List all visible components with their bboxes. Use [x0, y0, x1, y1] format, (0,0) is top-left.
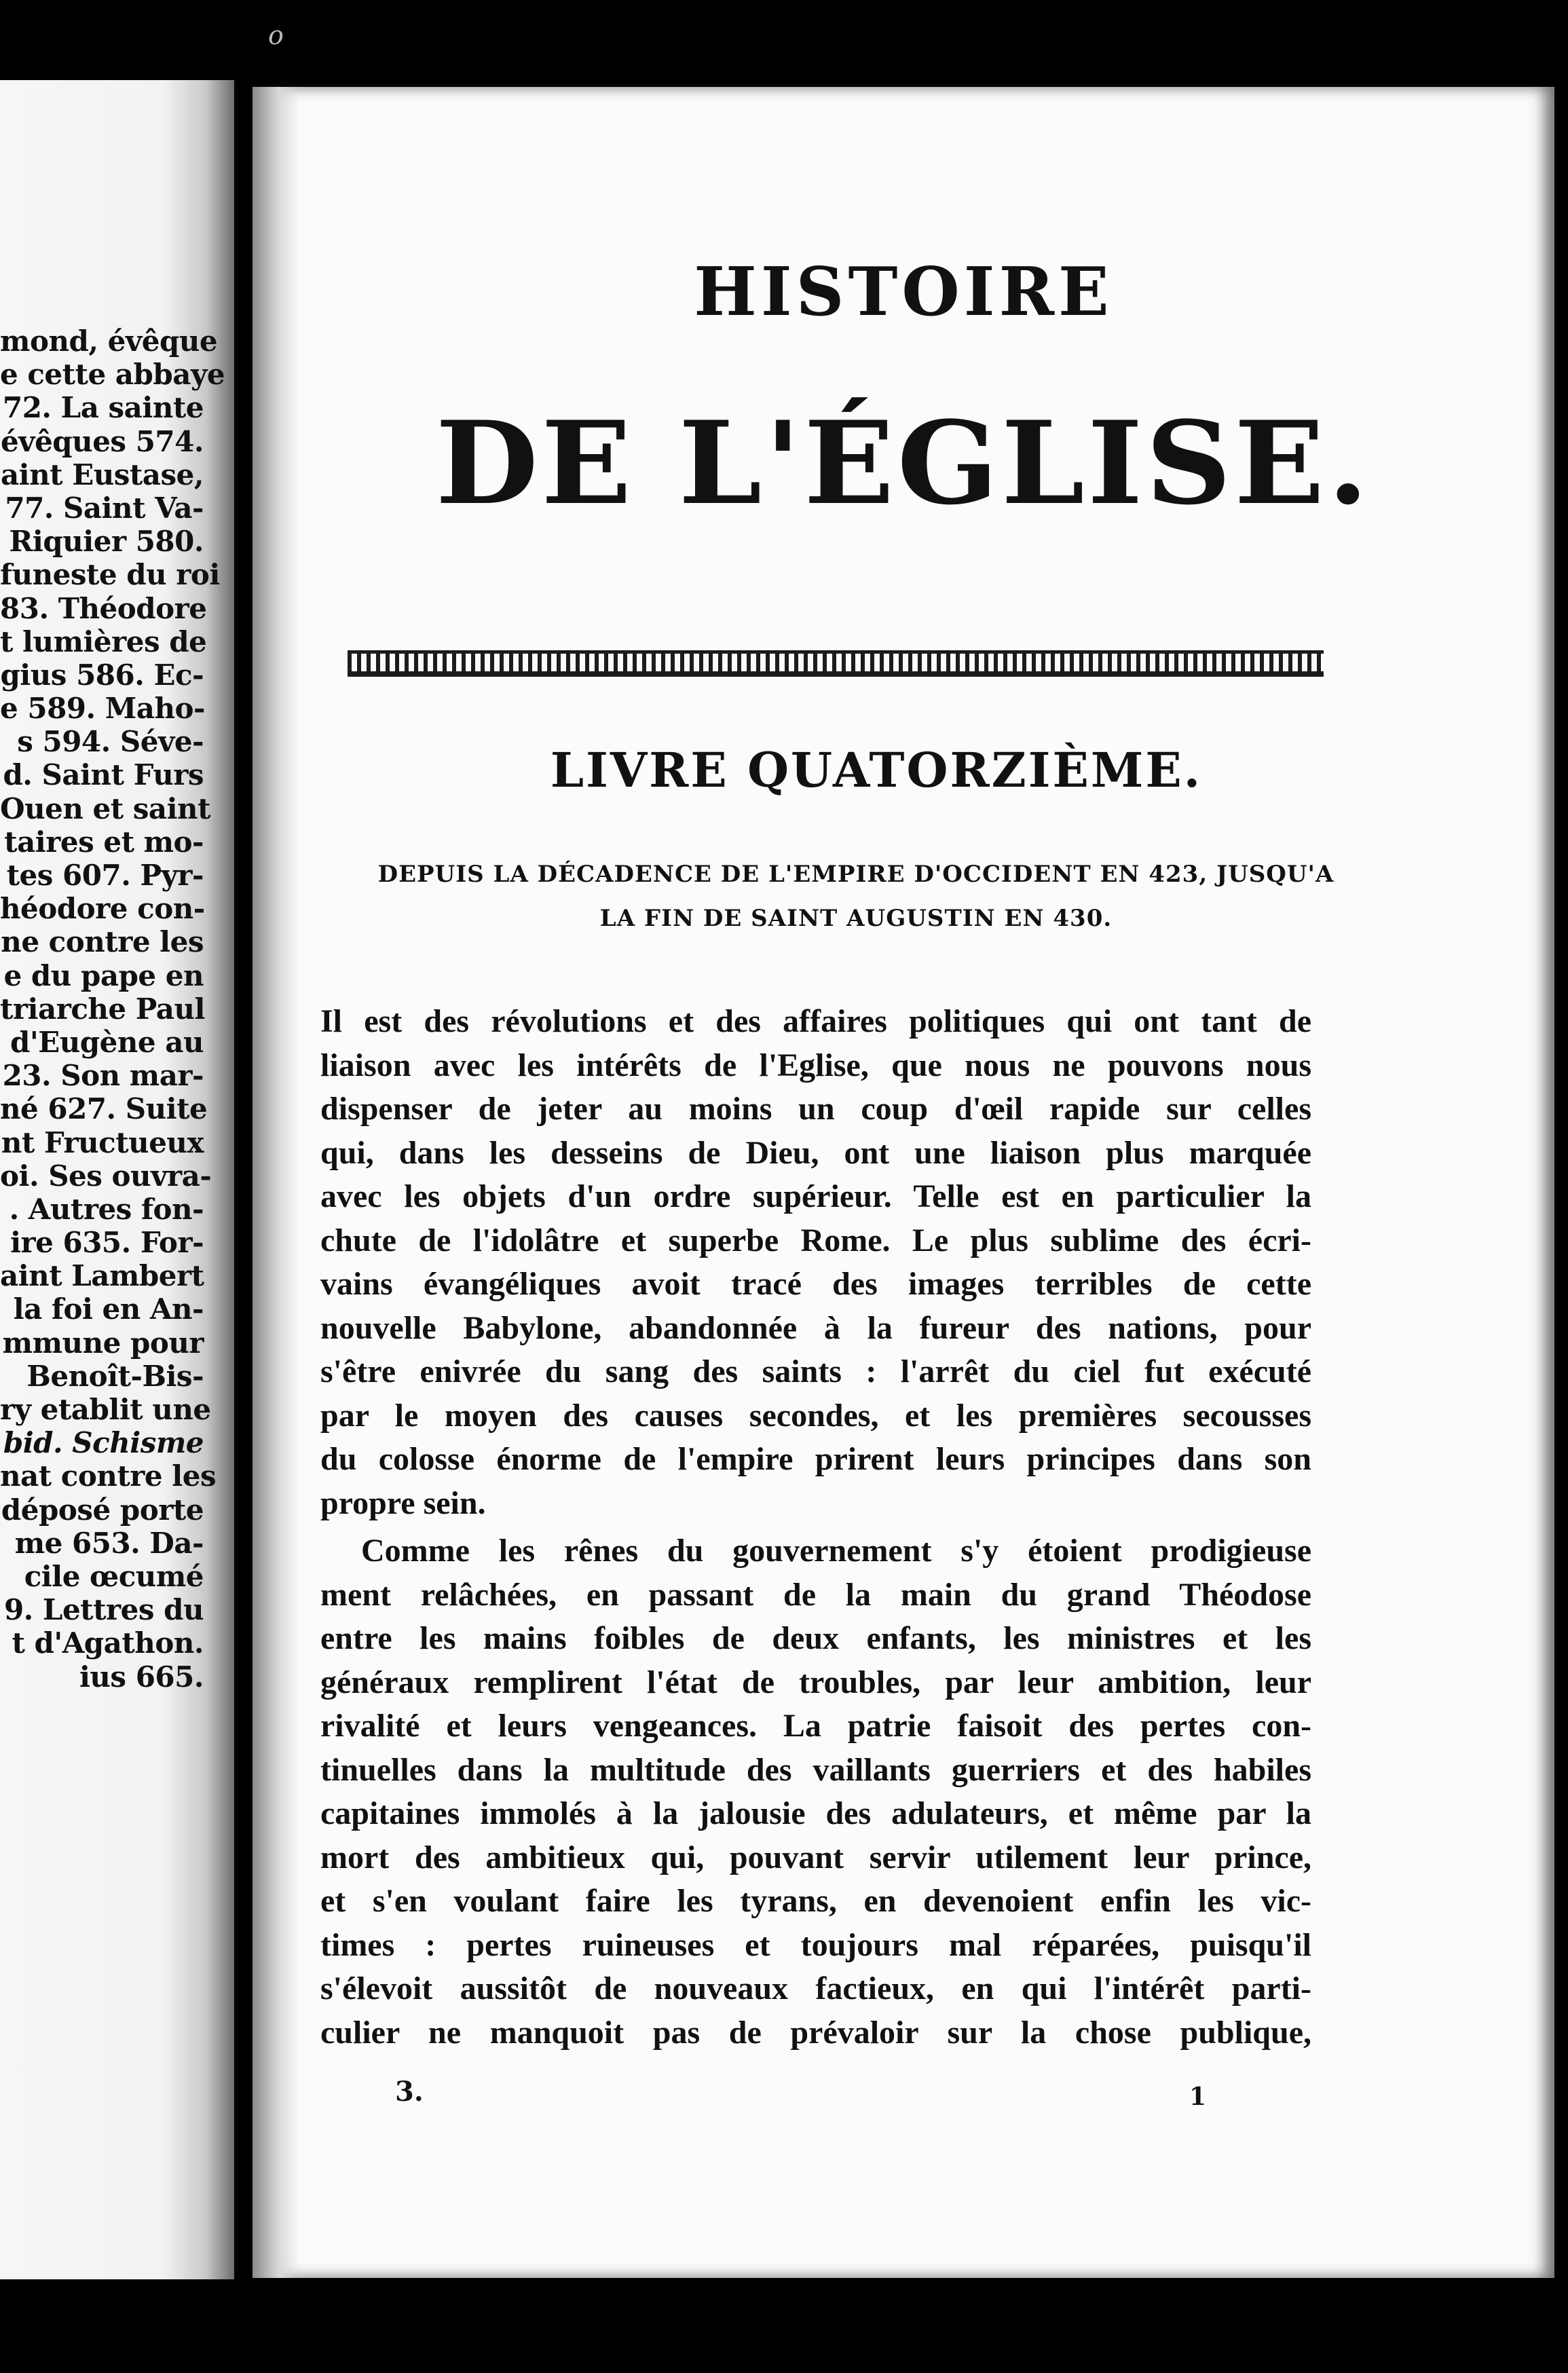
text-line: et s'en voulant faire les tyrans, en devenoient enfin les vic- — [320, 1883, 1311, 1919]
text-line: tinuelles dans la multitude des vaillants guerriers et des habiles — [320, 1751, 1311, 1788]
margin-line: né 627. Suite — [0, 1092, 208, 1126]
text-line: culier ne manquoit pas de prévaloir sur la chose publique, — [320, 2014, 1311, 2051]
text-line: capitaines immolés à la jalousie des adulateurs, et même par la — [320, 1795, 1311, 1831]
title-line-2: DE L'ÉGLISE. — [435, 396, 1372, 530]
margin-line: t lumières de — [0, 624, 207, 658]
margin-line: bid. Schisme — [3, 1426, 204, 1460]
margin-line: aint Lambert — [0, 1259, 204, 1293]
text-line: vains évangéliques avoit tracé des images terribles de cette — [320, 1266, 1311, 1302]
margin-line: nat contre les — [0, 1459, 217, 1493]
margin-line: d. Saint Furs — [3, 758, 204, 792]
title-line-1: HISTOIRE — [694, 253, 1113, 331]
text-line: avec les objets d'un ordre supérieur. Telle est en particulier la — [320, 1178, 1311, 1214]
margin-line: déposé porte — [1, 1493, 204, 1527]
text-line: par le moyen des causes secondes, et les premières secousses — [320, 1397, 1311, 1434]
margin-line: nt Fructueux — [1, 1125, 204, 1159]
text-line: Comme les rênes du gouvernement s'y étoient prodigieuse — [361, 1533, 1311, 1569]
text-line: times : pertes ruineuses et toujours mal réparées, puisqu'il — [320, 1926, 1311, 1963]
text-line: chute de l'idolâtre et superbe Rome. Le plus sublime des écri- — [320, 1222, 1311, 1258]
margin-line: la foi en An- — [13, 1292, 204, 1326]
margin-line: héodore con- — [0, 892, 205, 926]
margin-line: aint Eustase, — [0, 457, 204, 491]
subtitle-line-1: DEPUIS LA DÉCADENCE DE L'EMPIRE D'OCCIDENT EN 423, JUSQU'A — [377, 861, 1334, 888]
margin-line: 9. Lettres du — [3, 1593, 204, 1627]
margin-line: oi. Ses ouvra- — [0, 1159, 212, 1193]
text-line: rivalité et leurs vengeances. La patrie faisoit des pertes con- — [320, 1708, 1311, 1744]
margin-line: cile œcumé — [24, 1559, 204, 1593]
margin-line: évêques 574. — [0, 424, 204, 458]
margin-line: tes 607. Pyr- — [6, 859, 204, 892]
margin-line: ius 665. — [79, 1660, 204, 1694]
paragraph-1 — [320, 1000, 1311, 1525]
body-text — [320, 1000, 1311, 2055]
margin-line: 83. Théodore — [0, 591, 207, 625]
margin-line: Benoît-Bis- — [26, 1359, 204, 1393]
signature-mark: 3. — [395, 2076, 424, 2108]
text-line: mort des ambitieux qui, pouvant servir utilement leur prince, — [320, 1839, 1311, 1875]
margin-line: Ouen et saint — [0, 791, 210, 825]
subtitle-line-2: LA FIN DE SAINT AUGUSTIN EN 430. — [599, 905, 1113, 932]
text-line: qui, dans les desseins de Dieu, ont une liaison plus marquée — [320, 1134, 1311, 1171]
text-line: nouvelle Babylone, abandonnée à la fureur des nations, pour — [320, 1309, 1311, 1346]
margin-line: 23. Son mar- — [2, 1059, 204, 1093]
margin-line: ire 635. For- — [10, 1226, 204, 1260]
page-mark: 1 — [1189, 2082, 1207, 2111]
margin-line: ne contre les — [1, 925, 204, 959]
corner-mark: o — [268, 20, 284, 50]
margin-line: Riquier 580. — [9, 525, 204, 559]
margin-line: e cette abbaye — [0, 358, 225, 392]
margin-line: . Autres fon- — [9, 1192, 204, 1226]
decorative-rule — [348, 650, 1324, 677]
text-line: ment relâchées, en passant de la main du grand Théodose — [320, 1576, 1311, 1613]
margin-line: s 594. Séve- — [17, 725, 204, 759]
margin-line: d'Eugène au — [10, 1025, 204, 1059]
paragraph-2 — [320, 1529, 1311, 2055]
margin-line: funeste du roi — [0, 558, 220, 592]
text-line: généraux remplirent l'état de troubles, par leur ambition, leur — [320, 1664, 1311, 1700]
text-line: s'être enivrée du sang des saints : l'arrêt du ciel fut exécuté — [320, 1353, 1311, 1389]
text-line: liaison avec les intérêts de l'Eglise, que nous ne pouvons nous — [320, 1047, 1311, 1083]
margin-line: mond, évêque — [0, 324, 218, 358]
margin-line: ry etablit une — [0, 1393, 211, 1426]
left-facing-page — [0, 80, 234, 2279]
margin-line: 72. La sainte — [2, 391, 204, 425]
margin-summary — [0, 324, 225, 1694]
margin-line: gius 586. Ec- — [0, 658, 204, 692]
margin-line: mmune pour — [2, 1326, 204, 1360]
text-line: Il est des révolutions et des affaires politiques qui ont tant de — [320, 1003, 1311, 1039]
text-line: s'élevoit aussitôt de nouveaux factieux, en qui l'intérêt parti- — [320, 1970, 1311, 2006]
margin-line: me 653. Da- — [14, 1526, 204, 1560]
margin-line: triarche Paul — [0, 992, 205, 1026]
margin-line: 77. Saint Va- — [5, 491, 204, 525]
text-line: propre sein. — [320, 1484, 486, 1521]
margin-line: t d'Agathon. — [12, 1626, 204, 1660]
margin-line: taires et mo- — [4, 825, 204, 859]
book-heading: LIVRE QUATORZIÈME. — [550, 742, 1203, 798]
text-line: du colosse énorme de l'empire prirent leurs principes dans son — [320, 1441, 1311, 1477]
text-line: dispenser de jeter au moins un coup d'œil rapide sur celles — [320, 1091, 1311, 1127]
text-line: entre les mains foibles de deux enfants, les ministres et les — [320, 1620, 1311, 1656]
margin-line: e 589. Maho- — [0, 692, 205, 726]
main-page — [253, 87, 1554, 2278]
margin-line: e du pape en — [3, 958, 204, 992]
